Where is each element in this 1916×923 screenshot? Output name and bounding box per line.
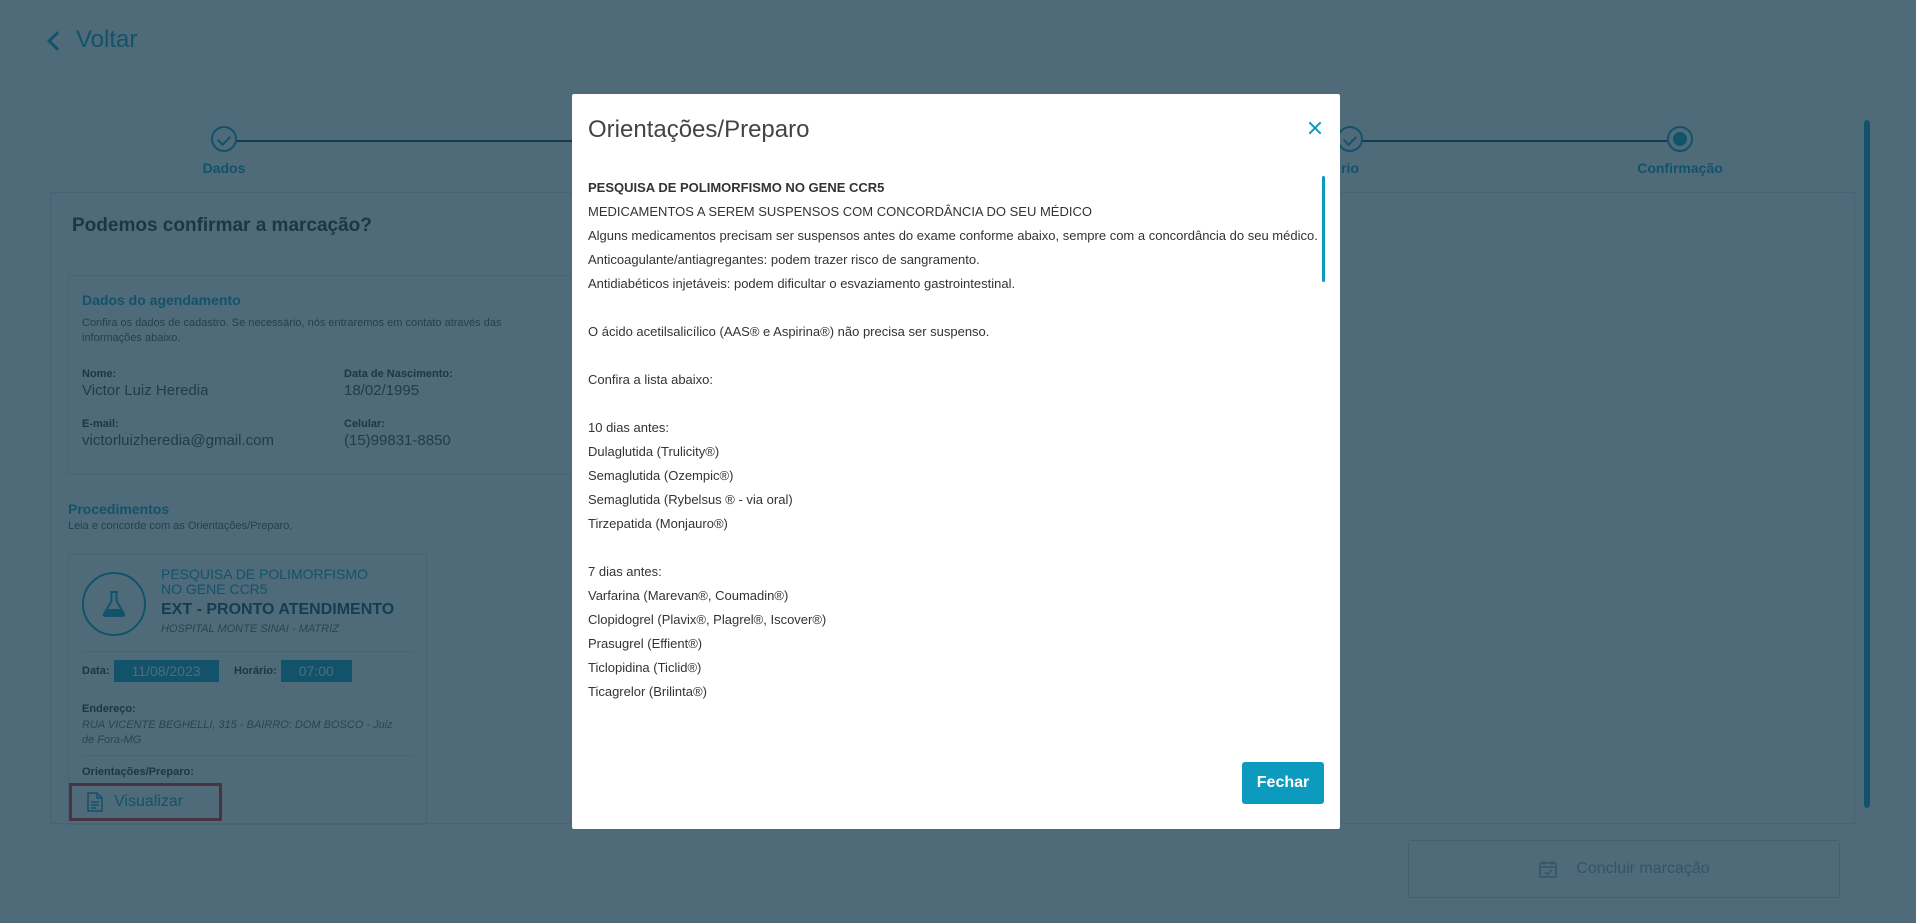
modal-content: [588, 176, 1318, 731]
orientation-line: Tirzepatida (Monjauro®): [588, 516, 728, 531]
orientation-line: 10 dias antes:: [588, 420, 669, 435]
orientation-line: Prasugrel (Effient®): [588, 636, 703, 651]
orientation-line: Ticlopidina (Ticlid®): [588, 660, 702, 675]
close-button[interactable]: Fechar: [1242, 762, 1324, 804]
orientation-line: Semaglutida (Rybelsus ® - via oral): [588, 492, 793, 507]
orientation-line: Alguns medicamentos precisam ser suspensos antes do exame conforme abaixo, sempre com a concordância do seu médico.: [588, 228, 1318, 243]
modal-title: Orientações/Preparo: [588, 116, 810, 143]
orientation-line: Anticoagulante/antiagregantes: podem trazer risco de sangramento.: [588, 252, 980, 267]
blank-line: [588, 296, 1318, 320]
blank-line: [588, 344, 1318, 368]
modal-scrollbar[interactable]: [1322, 176, 1325, 282]
blank-line: [588, 392, 1318, 416]
orientation-line: 7 dias antes:: [588, 564, 662, 579]
exam-title: PESQUISA DE POLIMORFISMO NO GENE CCR5: [588, 180, 885, 195]
orientation-line: Dulaglutida (Trulicity®): [588, 444, 720, 459]
orientation-line: Semaglutida (Ozempic®): [588, 468, 734, 483]
orientation-line: Clopidogrel (Plavix®, Plagrel®, Iscover®): [588, 612, 827, 627]
orientation-line: Confira a lista abaixo:: [588, 372, 714, 387]
orientations-modal: [572, 94, 1340, 829]
blank-line: [588, 536, 1318, 560]
close-icon[interactable]: [1304, 118, 1326, 140]
orientation-lines: [588, 200, 1318, 704]
orientation-line: Ticagrelor (Brilinta®): [588, 684, 707, 699]
orientation-line: Antidiabéticos injetáveis: podem dificultar o esvaziamento gastrointestinal.: [588, 276, 1016, 291]
orientation-line: MEDICAMENTOS A SEREM SUSPENSOS COM CONCORDÂNCIA DO SEU MÉDICO: [588, 204, 1092, 219]
orientation-line: O ácido acetilsalicílico (AAS® e Aspirina®) não precisa ser suspenso.: [588, 324, 990, 339]
orientation-line: Varfarina (Marevan®, Coumadin®): [588, 588, 789, 603]
